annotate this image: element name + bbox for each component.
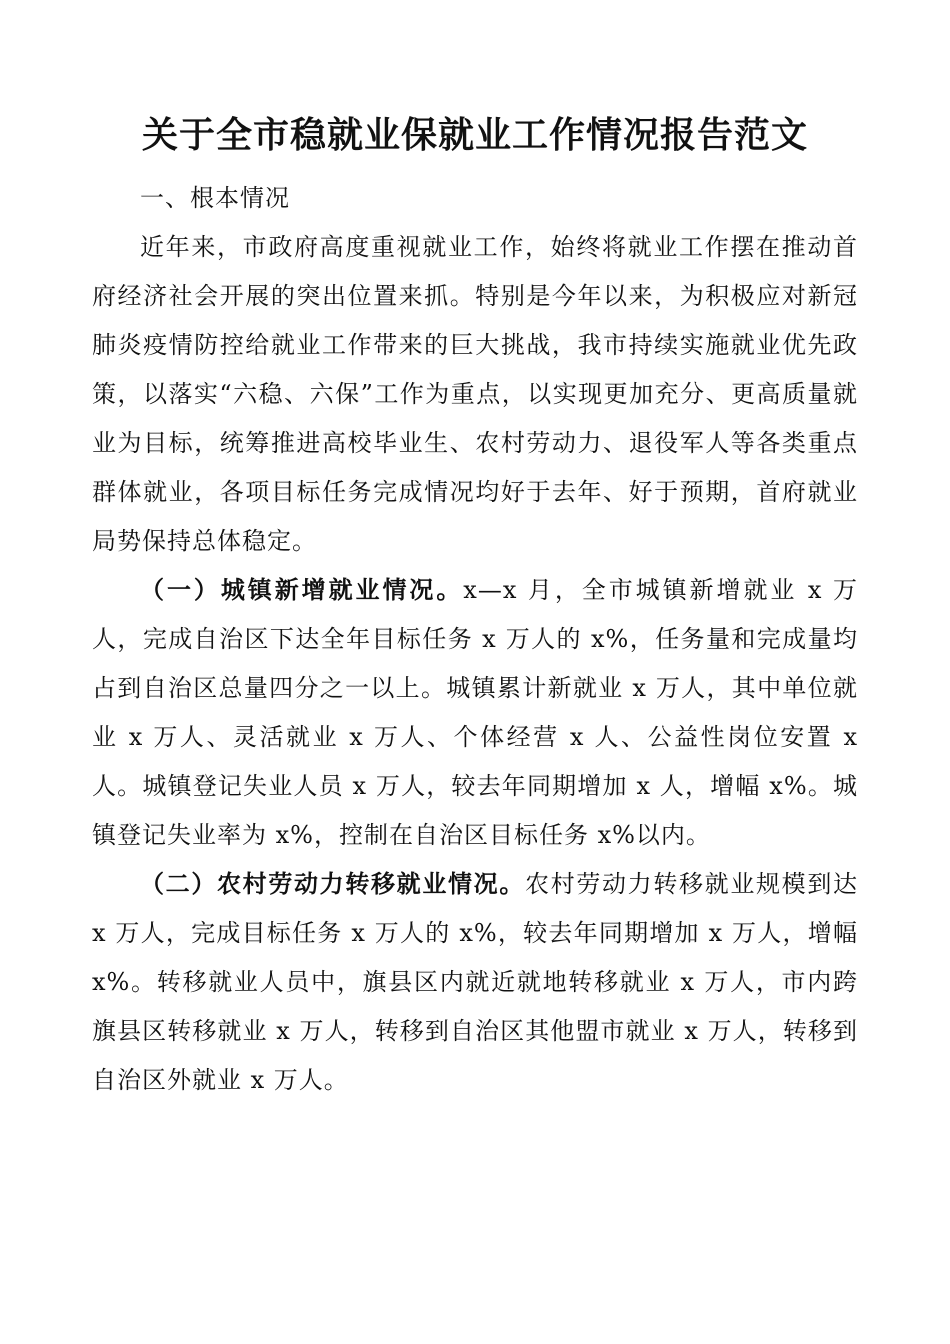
urban-employment-paragraph [92, 566, 858, 860]
urban-employment-text: x—x 月，全市城镇新增就业 x 万人，完成自治区下达全年目标任务 x 万人的 x%，任务量和完成量均占到自治区总量四分之一以上。城镇累计新就业 x 万人，其中单位就业 x 万人、灵活就业 x 万人、个体经营 x 人、公益性岗位安置 x 人。城镇登记失业人员 x 万人，较去年同期增加 x 人，增幅 x%。城镇登记失业率为 x%，控制在自治区目标任务 x%以内。 [92, 576, 858, 849]
rural-labor-paragraph [92, 860, 858, 1105]
urban-employment-heading: （一）城镇新增就业情况。 [140, 576, 464, 604]
rural-labor-heading: （二）农村劳动力转移就业情况。 [140, 870, 525, 898]
section-heading: 一、根本情况 [140, 184, 290, 212]
document-body [92, 174, 858, 1105]
document-title: 关于全市稳就业保就业工作情况报告范文 [141, 115, 808, 156]
rural-labor-text: 农村劳动力转移就业规模到达 x 万人，完成目标任务 x 万人的 x%，较去年同期增加 x 万人，增幅 x%。转移就业人员中，旗县区内就近就地转移就业 x 万人，市内跨旗县区转移就业 x 万人，转移到自治区其他盟市就业 x 万人，转移到自治区外就业 x 万人。 [92, 870, 858, 1094]
intro-paragraph: 近年来，市政府高度重视就业工作，始终将就业工作摆在推动首府经济社会开展的突出位置来抓。特别是今年以来，为积极应对新冠肺炎疫情防控给就业工作带来的巨大挑战，我市持续实施就业优先政策，以落实“六稳、六保”工作为重点，以实现更加充分、更高质量就业为目标，统筹推进高校毕业生、农村劳动力、退役军人等各类重点群体就业，各项目标任务完成情况均好于去年、好于预期，首府就业局势保持总体稳定。 [92, 233, 858, 555]
